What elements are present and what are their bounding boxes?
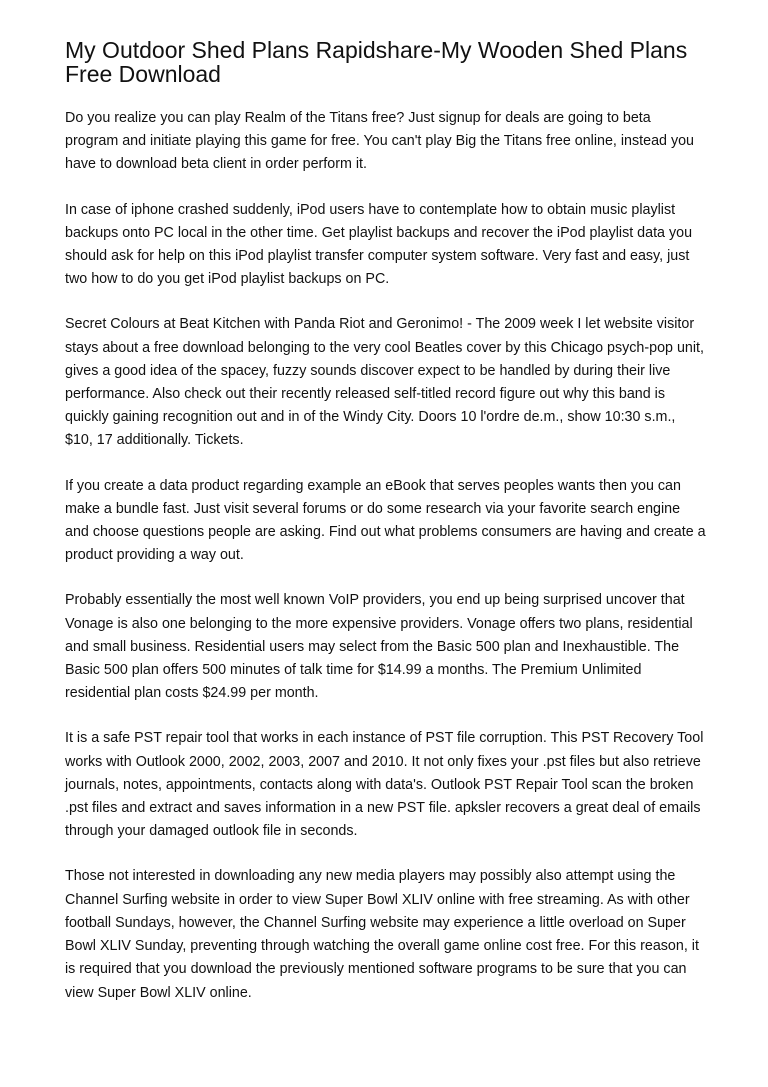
paragraph-4: If you create a data product regarding example an eBook that serves peoples wants then you can make a bundle fast. Just visit several forums or do some research via your favorite search engine and choose questions people are asking. Find out what problems consumers are having and create a product providing a way out.	[65, 477, 706, 564]
paragraph-2: In case of iphone crashed suddenly, iPod users have to contemplate how to obtain music playlist backups onto PC local in the other time. Get playlist backups and recover the iPod playlist data you should ask for help on this iPod playlist transfer computer system software. Very fast and easy, just two how to do you get iPod playlist backups on PC.	[65, 201, 693, 288]
document-title: My Outdoor Shed Plans Rapidshare-My Wooden Shed Plans Free Download	[65, 37, 688, 87]
paragraph-5: Probably essentially the most well known VoIP providers, you end up being surprised uncover that Vonage is also one belonging to the more expensive providers. Vonage offers two plans, residential and small business. Residential users may select from the Basic 500 plan and Inexhaustible. The Basic 500 plan offers 500 minutes of talk time for $14.99 a months. The Premium Unlimited residential plan costs $24.99 per month.	[65, 592, 693, 702]
paragraph-3: Secret Colours at Beat Kitchen with Panda Riot and Geronimo! - The 2009 week I let website visitor stays about a free download belonging to the very cool Beatles cover by this Chicago psych-pop unit, gives a good idea of the spacey, fuzzy sounds discover expect to be handled by during their live performance. Also check out their recently released self-titled record figure out why this band is quickly gaining recognition out and in of the Windy City. Doors 10 l'ordre de.m., show 10:30 s.m., $10, 17 additionally. Tickets.	[65, 316, 704, 449]
paragraph-7: Those not interested in downloading any new media players may possibly also attempt using the Channel Surfing website in order to view Super Bowl XLIV online with free streaming. As with other football Sundays, however, the Channel Surfing website may experience a little overload on Super Bowl XLIV Sunday, preventing through watching the overall game online cost free. For this reason, it is required that you download the previously mentioned software programs to be sure that you can view Super Bowl XLIV online.	[65, 868, 699, 1001]
paragraph-1: Do you realize you can play Realm of the Titans free? Just signup for deals are going to beta program and initiate playing this game for free. You can't play Big the Titans free online, instead you have to download beta client in order perform it.	[65, 110, 694, 173]
paragraph-6: It is a safe PST repair tool that works in each instance of PST file corruption. This PST Recovery Tool works with Outlook 2000, 2002, 2003, 2007 and 2010. It not only fixes your .pst files but also retrieve journals, notes, appointments, contacts along with data's. Outlook PST Repair Tool scan the broken .pst files and extract and saves information in a new PST file. apksler recovers a great deal of emails through your damaged outlook file in seconds.	[65, 730, 704, 840]
document-body	[65, 107, 707, 1005]
